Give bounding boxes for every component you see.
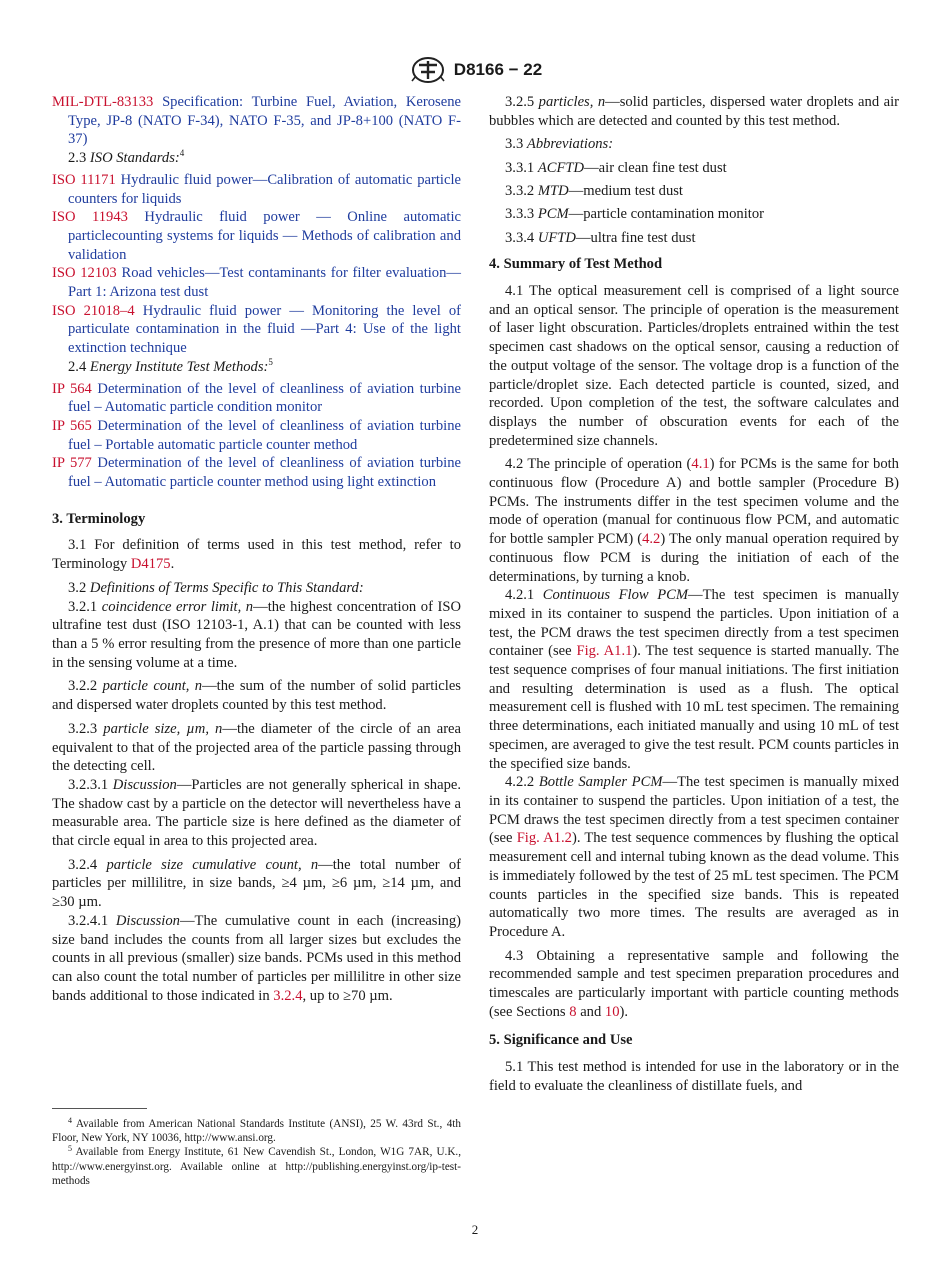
paragraph-3-2-3-1: 3.2.3.1 Discussion—Particles are not generally spherical in shape. The shadow cast by a particle on the detector will nevertheless have a measurable area. The particle size is here defined as the diameter of that circle equal in area to this projected area. (52, 776, 461, 850)
reference-mil-dtl-83133 (52, 93, 461, 149)
left-column (52, 93, 461, 1010)
paragraph-3-2-1: 3.2.1 coincidence error limit, n—the highest concentration of ISO ultrafine test dust (ISO 12103-1, A.1) that can be counted with less than a 5 % error resulting from the presence of more than one particle in the sensing volume at a time. (52, 598, 461, 671)
reference-ip-577 (52, 454, 461, 491)
link-fig-a1-1[interactable]: Fig. A1.1 (576, 643, 633, 660)
paragraph-5-1: 5.1 This test method is intended for use in the laboratory or in the field to evaluate the cleanliness of distillate fuels, and (489, 1059, 899, 1094)
link-3-2-4[interactable]: 3.2.4 (273, 987, 303, 1004)
reference-iso-11943 (52, 208, 461, 264)
paragraph-3-1: 3.1 For definition of terms used in this test method, refer to Terminology D4175. (52, 537, 461, 573)
link-d4175[interactable]: D4175 (130, 556, 171, 573)
abbreviation-item: 3.3.4 UFTD—ultra fine test dust (505, 229, 696, 246)
reference-title[interactable]: Determination of the level of cleanliness of aviation turbine fuel – Automatic particle counter method using light extinction (68, 455, 461, 491)
reference-code[interactable]: IP 577 (52, 455, 92, 472)
reference-iso-12103 (52, 264, 461, 301)
reference-code[interactable]: ISO 21018–4 (52, 302, 135, 319)
link-4-2[interactable]: 4.2 (642, 531, 661, 548)
page-header (0, 56, 950, 84)
link-4-1[interactable]: 4.1 (691, 456, 710, 473)
reference-ip-564 (52, 380, 461, 417)
paragraph-4-2-1: 4.2.1 Continuous Flow PCM—The test specimen is manually mixed in its container to suspend the particles. Upon initiation of a test, the PCM draws the test specimen directly from a test specimen container (see Fig. A1.1). The test sequence is started manually. The test sequence comprises of four manual initiations. The first initiation and resulting determination is used as a flush. The optical measurement cell is flushed with 10 mL test specimen. The remaining three determinations, each initiated manually and using 10 mL of test specimen, are averaged to give the test result. PCM counts particles in the specified size bands. (489, 587, 899, 772)
footnote-5: $^5$ Available from Energy Institute, 61 New Cavendish St., London, W1G 7AR, U.K., http://www.energyinst.org. Available online at http://publishing.energyinst.org/ip-test-methods (52, 1144, 462, 1187)
paragraph-3-2-4: 3.2.4 particle size cumulative count, n—the total number of particles per millilitre, in size bands, ≥4 µm, ≥6 µm, ≥14 µm, and ≥30 µm. (52, 856, 461, 911)
reference-title[interactable]: Road vehicles—Test contaminants for filter evaluation—Part 1: Arizona test dust (68, 265, 461, 301)
section-3-heading: 3. Terminology (52, 510, 146, 527)
reference-title[interactable]: Determination of the level of cleanliness of aviation turbine fuel – Portable automatic particle counter method (68, 417, 461, 453)
abbreviation-item: 3.3.1 ACFTD—air clean fine test dust (505, 159, 727, 176)
reference-title[interactable]: Specification: Turbine Fuel, Aviation, Kerosene Type, JP-8 (NATO F-34), NATO F-35, and JP-8+100 (NATO F-37) (68, 94, 461, 148)
paragraph-3-3: 3.3 Abbreviations: (505, 136, 614, 153)
section-4-heading: 4. Summary of Test Method (489, 256, 663, 273)
paragraph-3-2-5: 3.2.5 particles, n—solid particles, dispersed water droplets and air bubbles which are detected and counted by this test method. (489, 94, 899, 129)
astm-logo-icon (408, 56, 448, 84)
paragraph-4-1: 4.1 The optical measurement cell is comprised of a light source and an optical sensor. The principle of operation is the measurement of laser light obscuration. Particles/droplets entrained within the test specimen cast shadows on the optical sensor, causing a reduction of the output voltage of the sensor. The voltage drop is a function of the particle/droplet size. Each detected particle is counted, sized, and recorded. Upon completion of the test, the software calculates and displays the number of obscuration events for each of the predetermined size channels. (489, 283, 899, 449)
paragraph-3-2-3: 3.2.3 particle size, µm, n—the diameter of the circle of an area equivalent to that of the projected area of the particle passing through the detecting cell. (52, 720, 462, 775)
paragraph-3-2: 3.2 Definitions of Terms Specific to This Standard: (68, 579, 364, 596)
standard-designation: D8166 − 22 (453, 60, 543, 79)
reference-code[interactable]: IP 565 (52, 417, 92, 434)
footnote-4: $^4$ Available from American National Standards Institute (ANSI), 25 W. 43rd St., 4th Floor, New York, NY 10036, http://www.ansi.org. (52, 1116, 461, 1145)
link-fig-a1-2[interactable]: Fig. A1.2 (516, 830, 572, 847)
footnote-divider (52, 1108, 147, 1109)
reference-title[interactable]: Hydraulic fluid power—Calibration of automatic particle counters for liquids (68, 171, 461, 207)
right-column (489, 93, 899, 1101)
link-section-8[interactable]: 8 (569, 1003, 577, 1020)
reference-code[interactable]: ISO 11171 (52, 171, 116, 188)
section-5-heading: 5. Significance and Use (489, 1032, 633, 1049)
reference-code[interactable]: ISO 12103 (52, 265, 117, 282)
reference-iso-11171 (52, 171, 461, 208)
reference-code[interactable]: IP 564 (52, 380, 92, 397)
abbreviation-item: 3.3.2 MTD—medium test dust (505, 183, 683, 199)
paragraph-4-3: 4.3 Obtaining a representative sample and following the recommended sample and test specimen preparation procedures and timescales are particularly important with particle counting methods (see Sections 8 and 10). (489, 947, 899, 1020)
reference-ip-565 (52, 417, 461, 454)
abbreviation-item: 3.3.3 PCM—particle contamination monitor (505, 206, 764, 223)
section-2-4-heading: 2.4 Energy Institute Test Methods:$^5$ (68, 356, 273, 375)
section-2-3-heading: 2.3 ISO Standards:$^4$ (68, 148, 185, 167)
paragraph-4-2-2: 4.2.2 Bottle Sampler PCM—The test specimen is manually mixed in its container to suspend the particles. Upon initiation of a test, the PCM draws the test specimen directly from a test specimen container (see Fig. A1.2). The test sequence commences by flushing the optical measurement cell and internal tubing known as the dead volume. This is immediately followed by the test of 25 mL test specimen. The PCM counts particles in the specified size bands. This is repeated automatically two more times. The results are averaged as in Procedure A. (489, 774, 899, 940)
paragraph-3-2-2: 3.2.2 particle count, n—the sum of the number of solid particles and dispersed water droplets counted by this test method. (52, 678, 461, 714)
reference-code[interactable]: ISO 11943 (52, 209, 128, 226)
reference-title[interactable]: Hydraulic fluid power — Online automatic particlecounting systems for liquids — Methods of calibration and validation (68, 209, 462, 263)
reference-title[interactable]: Hydraulic fluid power — Monitoring the level of particulate contamination in the fluid —Part 4: Use of the light extinction technique (68, 302, 462, 357)
paragraph-3-2-4-1: 3.2.4.1 Discussion—The cumulative count in each (increasing) size band includes the counts from all larger sizes but excludes the counts in all previous (smaller) size bands. PCMs used in this method can also count the total number of particles per millilitre in other size bands additional to those indicated in 3.2.4, up to ≥70 µm. (52, 912, 461, 1004)
paragraph-4-2: 4.2 The principle of operation (4.1) for PCMs is the same for both continuous flow (Procedure A) and bottle sampler (Procedure B) PCMs. The instruments differ in the test specimen volume and the mode of operation (manual for continuous flow PCM, and automatic for bottle sampler PCM) (4.2) The only manual operation required by continuous flow PCM is during the initiation of each of the determinations, by turning a knob. (489, 456, 899, 585)
reference-code[interactable]: MIL-DTL-83133 (52, 94, 154, 110)
footnotes (52, 1108, 461, 1188)
reference-title[interactable]: Determination of the level of cleanliness of aviation turbine fuel – Automatic particle condition monitor (68, 380, 461, 416)
page-number: 2 (471, 1222, 479, 1237)
link-section-10[interactable]: 10 (604, 1003, 620, 1020)
reference-iso-21018-4 (52, 302, 461, 358)
